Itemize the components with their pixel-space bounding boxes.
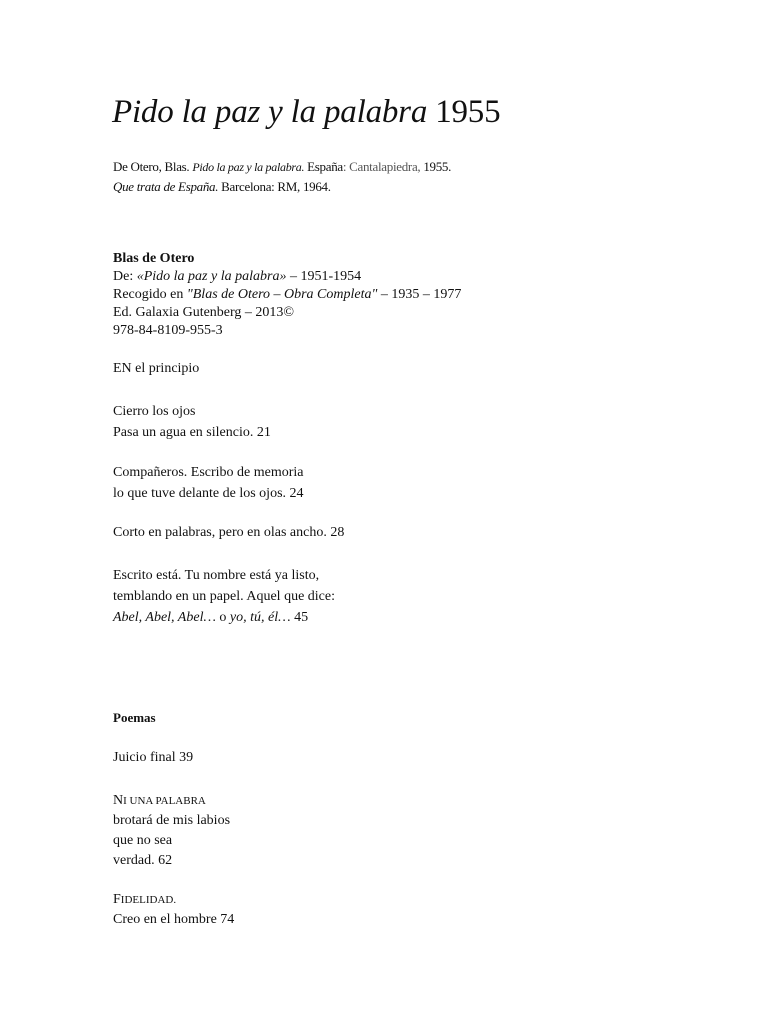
citation-book-2: Que trata de España. [113,179,219,194]
escrito-page: 45 [290,610,309,625]
section-juicio [113,749,193,767]
citation-line-1 [113,157,451,177]
companeros-line-2: lo que tuve delante de los ojos. 24 [113,486,304,501]
citation-country: España [304,159,343,174]
escrito-o: o [215,610,230,625]
source-block [113,250,461,340]
page-title [112,92,500,132]
ni-line-3: que no sea [113,833,173,848]
section-fidelidad [113,890,234,929]
escrito-line-2: temblando en un papel. Aquel que dice: [113,589,335,604]
source-recogido-prefix: Recogido en [113,287,187,302]
title-book: Pido la paz y la palabra [112,94,428,130]
title-year: 1955 [435,94,501,130]
citation-place: Barcelona: RM, 1964. [218,179,331,194]
ni-cap-rest: I UNA PALABRA [123,795,206,807]
section-cierro [113,401,271,443]
escrito-yo-tu-el: yo, tú, él… [229,610,291,625]
citation-book-1: Pido la paz y la palabra. [192,160,305,174]
source-author: Blas de Otero [113,251,195,266]
source-editorial: Ed. Galaxia Gutenberg – 2013© [113,305,295,320]
source-isbn: 978-84-8109-955-3 [113,323,223,338]
poemas-heading: Poemas [113,710,156,725]
citation-year: 1955. [420,159,452,174]
source-recogido [113,286,461,304]
source-de-prefix: De: [113,269,137,284]
source-recogido-book: "Blas de Otero – Obra Completa" [186,287,378,302]
escrito-line-1: Escrito está. Tu nombre está ya listo, [113,568,320,583]
juicio-line: Juicio final 39 [113,750,194,765]
source-recogido-years: – 1935 – 1977 [377,287,462,302]
poemas-heading-block [113,709,156,727]
escrito-abel: Abel, Abel, Abel… [113,610,216,625]
section-principio [113,360,199,378]
escrito-line-3 [113,607,335,628]
ni-cap-initial: N [113,793,124,808]
citation-author: De Otero, Blas. [113,159,193,174]
section-escrito [113,565,335,628]
fid-line-2: Creo en el hombre 74 [113,912,235,927]
ni-line-4: verdad. 62 [113,853,173,868]
cierro-line-1: Cierro los ojos [113,404,196,419]
ni-line-2: brotará de mis labios [113,813,231,828]
citation-line-2 [113,177,451,196]
source-de-years: – 1951-1954 [286,269,362,284]
source-de-book: «Pido la paz y la palabra» [136,269,287,284]
cierro-line-2: Pasa un agua en silencio. 21 [113,425,271,440]
ni-line-1 [113,791,230,811]
principio-line: EN el principio [113,361,200,376]
fid-cap-rest: IDELIDAD. [120,894,177,906]
citation-publisher: : Cantalapiedra, [342,159,421,174]
section-corto [113,524,344,542]
corto-line: Corto en palabras, pero en olas ancho. 28 [113,525,345,540]
fid-line-1 [113,890,234,910]
fid-cap-initial: F [113,892,121,907]
section-companeros [113,462,304,504]
companeros-line-1: Compañeros. Escribo de memoria [113,465,304,480]
bibliographic-citation [113,157,451,196]
source-de [113,268,461,286]
section-ni-una-palabra [113,791,230,871]
